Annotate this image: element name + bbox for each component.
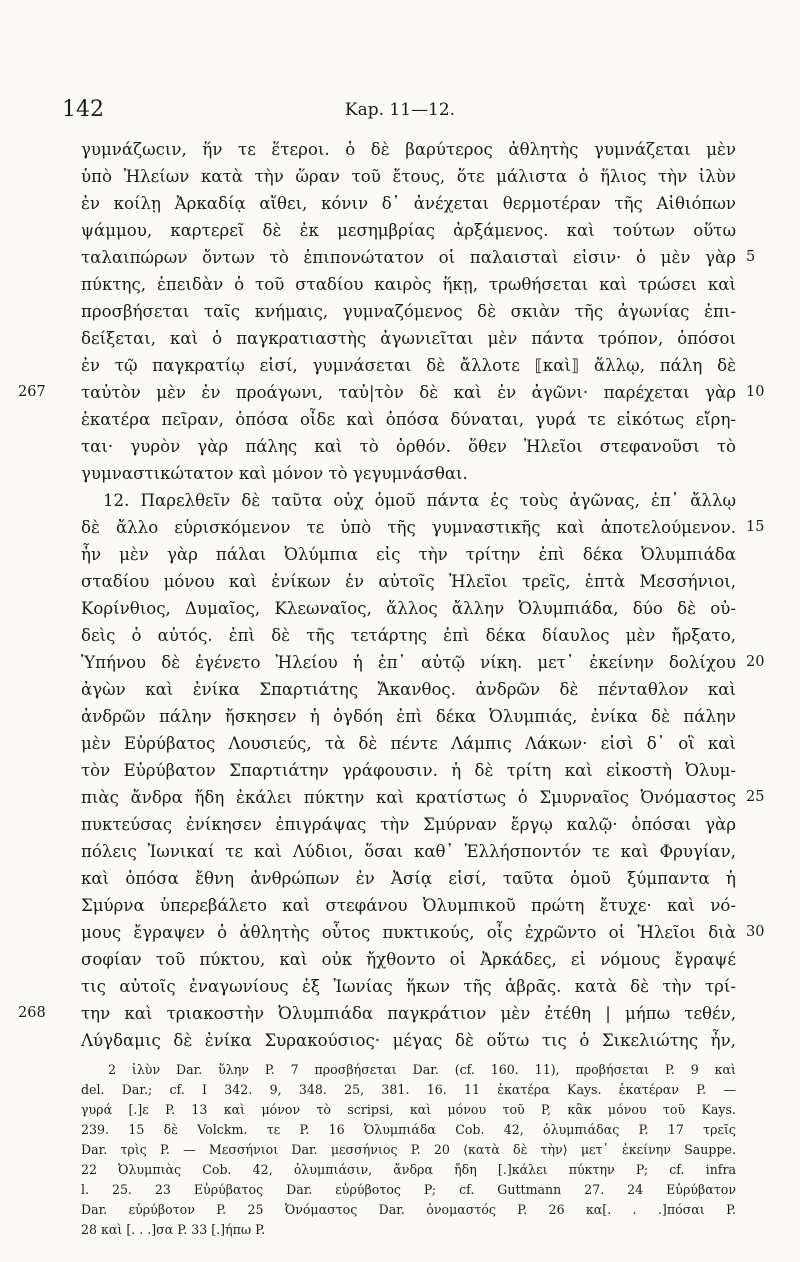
line-text: δείξεται, καὶ ὁ παγκρατιαστὴς ἀγωνιεῖται μὲν πάντα τρόπον, ὁπόσοι bbox=[81, 329, 736, 348]
line-text: 12. Παρελθεῖν δὲ ταῦτα οὐχ ὁμοῦ πάντα ἐς τοὺς ἀγῶνας, ἐπ᾽ ἄλλῳ bbox=[103, 491, 736, 510]
text-line bbox=[0, 244, 800, 271]
apparatus-line bbox=[0, 1200, 800, 1220]
text-line bbox=[0, 676, 800, 703]
apparatus-text: l. 25. 23 Εὐρύβατος Dar. εὐρύβοτος P; cf. Guttmann 27. 24 Εὐρύβατον bbox=[81, 1182, 736, 1197]
text-line bbox=[0, 568, 800, 595]
line-text: Λύγδαμις δὲ ἐνίκα Συρακούσιος· μέγας δὲ οὕτω τις ὁ Σικελιώτης ἦν, bbox=[81, 1031, 736, 1050]
line-text: σοφίαν τοῦ πύκτου, καὶ οὐκ ἤχθοντο οἱ Ἀρκάδες, εἰ νόμους ἔγραψέ bbox=[81, 950, 736, 969]
text-line bbox=[0, 622, 800, 649]
text-line bbox=[0, 136, 800, 163]
line-number: 15 bbox=[746, 519, 765, 535]
line-text: πύκτης, ἐπειδὰν ὁ τοῦ σταδίου καιρὸς ἥκῃ, τρωθήσεται καὶ τρώσει καὶ bbox=[81, 275, 736, 294]
text-line bbox=[0, 784, 800, 811]
text-line bbox=[0, 703, 800, 730]
apparatus-line bbox=[0, 1140, 800, 1160]
line-text: ἦν μὲν γὰρ πάλαι Ὀλύμπια εἰς τὴν τρίτην ἐπὶ δέκα Ὀλυμπιάδα bbox=[81, 545, 736, 564]
apparatus-text: γυρά [.]ε P. 13 καὶ μόνον τὸ scripsi, καὶ μόνου τοῦ P, κἂκ μόνου τοῦ Kays. bbox=[81, 1102, 736, 1117]
text-line bbox=[0, 1027, 800, 1054]
line-text: τις αὐτοῖς ἐναγωνίους ἐξ Ἰωνίας ἥκων τῆς ἁβρᾶς. κατὰ δὲ τὴν τρί- bbox=[81, 977, 736, 996]
margin-page-reference: 267 bbox=[18, 384, 46, 400]
line-text: σταδίου μόνου καὶ ἐνίκων ἐν αὐτοῖς Ἠλεῖοι τρεῖς, ἑπτὰ Μεσσήνιοι, bbox=[81, 572, 736, 591]
apparatus-line bbox=[0, 1220, 800, 1240]
apparatus-text: Dar. εὐρύβοτον P. 25 Ὀνόμαστος Dar. ὀνομαστός P. 26 κα[. . .]πόσαι P. bbox=[81, 1202, 736, 1217]
line-text: ταλαιπώρων ὄντων τὸ ἐπιπονώτατον οἱ παλαισταὶ εἰσιν· ὁ μὲν γὰρ bbox=[81, 248, 736, 267]
apparatus-text: 239. 15 δὲ Volckm. τε P. 16 Ὀλυμπιάδα Cob. 42, ὀλυμπιάδας P. 17 τρεῖς bbox=[81, 1122, 736, 1137]
text-line bbox=[0, 379, 800, 406]
line-number: 10 bbox=[746, 384, 765, 400]
apparatus-text: 22 Ὀλυμπιὰς Cob. 42, ὀλυμπιάσιν, ἄνδρα ἤδη [.]κάλει πύκτην P; cf. infra bbox=[81, 1162, 736, 1177]
text-line bbox=[0, 730, 800, 757]
text-line bbox=[0, 190, 800, 217]
line-text: ἐν τῷ παγκρατίῳ εἰσί, γυμνάσεται δὲ ἄλλοτε ⟦καὶ⟧ ἄλλῳ, πάλη δὲ bbox=[81, 356, 736, 375]
text-line bbox=[0, 838, 800, 865]
line-text: Σμύρνα ὑπερεβάλετο καὶ στεφάνου Ὀλυμπικοῦ πρώτη ἔτυχε· καὶ νό- bbox=[81, 896, 736, 915]
text-line bbox=[0, 892, 800, 919]
text-line bbox=[0, 514, 800, 541]
line-text: δεὶς ὁ αὐτός. ἐπὶ δὲ τῆς τετάρτης ἐπὶ δέκα δίαυλος μὲν ἤρξατο, bbox=[81, 626, 736, 645]
apparatus-text: Dar. τρὶς P. — Μεσσήνιοι Dar. μεσσήνιος P. 20 ⟨κατὰ δὲ τὴν⟩ μετ᾽ ἐκείνην Sauppe. bbox=[81, 1142, 736, 1157]
line-text: την καὶ τριακοστὴν Ὀλυμπιάδα παγκράτιον μὲν ἐτέθη | μήπω τεθέν, bbox=[81, 1004, 736, 1023]
line-text: ἐν κοίλῃ Ἀρκαδίᾳ αἴθει, κόνιν δ᾽ ἀνέχεται θερμοτέραν τῆς Αἰθιόπων bbox=[81, 194, 736, 213]
line-text: ἑκατέρα πεῖραν, ὁπόσα οἶδε καὶ ὁπόσα δύναται, γυρά τε εἰκότως εἴρη- bbox=[81, 410, 736, 429]
text-line bbox=[0, 919, 800, 946]
text-line bbox=[0, 757, 800, 784]
text-line bbox=[0, 946, 800, 973]
text-line bbox=[0, 649, 800, 676]
text-line bbox=[0, 406, 800, 433]
text-line bbox=[0, 298, 800, 325]
margin-page-reference: 268 bbox=[18, 1005, 46, 1021]
text-line bbox=[0, 487, 800, 514]
apparatus-line bbox=[0, 1120, 800, 1140]
text-line bbox=[0, 460, 800, 487]
line-text: καὶ ὁπόσα ἔθνη ἀνθρώπων ἐν Ἀσίᾳ εἰσί, ταῦτα ὁμοῦ ξύμπαντα ἡ bbox=[81, 869, 736, 888]
main-text bbox=[0, 136, 800, 1054]
text-line bbox=[0, 865, 800, 892]
line-text: ται· γυρὸν γὰρ πάλης καὶ τὸ ὀρθόν. ὅθεν Ἠλεῖοι στεφανοῦσι τὸ bbox=[81, 437, 736, 456]
text-line bbox=[0, 541, 800, 568]
line-text: πιὰς ἄνδρα ἤδη ἐκάλει πύκτην καὶ κρατίστως ὁ Σμυρναῖος Ὀνόμαστος bbox=[81, 788, 736, 807]
line-text: ἀνδρῶν πάλην ἤσκησεν ἡ ὀγδόη ἐπὶ δέκα Ὀλυμπιάς, ἐνίκα δὲ πάλην bbox=[81, 707, 736, 726]
text-line bbox=[0, 811, 800, 838]
line-text: ὑπὸ Ἠλείων κατὰ τὴν ὥραν τοῦ ἔτους, ὅτε μάλιστα ὁ ἥλιος τὴν ἰλὺν bbox=[81, 167, 736, 186]
line-text: τὸν Εὐρύβατον Σπαρτιάτην γράφουσιν. ἡ δὲ τρίτη καὶ εἰκοστὴ Ὀλυμ- bbox=[81, 761, 736, 780]
page-header bbox=[0, 95, 800, 125]
text-line bbox=[0, 271, 800, 298]
text-line bbox=[0, 595, 800, 622]
page-number: 142 bbox=[62, 97, 104, 122]
text-line bbox=[0, 973, 800, 1000]
line-text: γυμνάζωcιν, ἥν τε ἕτεροι. ὁ δὲ βαρύτερος ἀθλητὴς γυμνάζεται μὲν bbox=[81, 140, 736, 159]
text-line bbox=[0, 433, 800, 460]
line-text: ψάμμου, καρτερεῖ δὲ ἐκ μεσημβρίας ἀρξάμενος. καὶ τούτων οὕτω bbox=[81, 221, 736, 240]
running-head: Kap. 11—12. bbox=[344, 100, 456, 120]
line-text: ἀγὼν καὶ ἐνίκα Σπαρτιάτης Ἄκανθος. ἀνδρῶν δὲ πένταθλον καὶ bbox=[81, 680, 736, 699]
line-text: μους ἔγραψεν ὁ ἀθλητὴς οὗτος πυκτικούς, οἷς ἐχρῶντο οἱ Ἠλεῖοι διὰ bbox=[81, 923, 736, 942]
text-line bbox=[0, 1000, 800, 1027]
text-line bbox=[0, 163, 800, 190]
apparatus-line bbox=[0, 1100, 800, 1120]
line-text: Κορίνθιος, Δυμαῖος, Κλεωναῖος, ἄλλος ἄλλην Ὀλυμπιάδα, δύο δὲ οὐ- bbox=[81, 599, 736, 618]
line-text: πόλεις Ἰωνικαί τε καὶ Λύδιοι, ὅσαι καθ᾽ Ἑλλήσποντόν τε καὶ Φρυγίαν, bbox=[81, 842, 736, 861]
apparatus-text: 28 καὶ [. . .]σα P. 33 [.]ήπω P. bbox=[81, 1222, 266, 1237]
line-text: προσβήσεται ταῖς κνήμαις, γυμναζόμενος δὲ σκιὰν τῆς ἀγωνίας ἐπι- bbox=[81, 302, 736, 321]
line-text: ταὐτὸν μὲν ἐν προάγωνι, ταὐ|τὸν δὲ καὶ ἐν ἀγῶνι· παρέχεται γὰρ bbox=[81, 383, 736, 402]
line-number: 5 bbox=[746, 249, 756, 265]
line-text: γυμναστικώτατον καὶ μόνον τὸ γεγυμνάσθαι. bbox=[81, 464, 468, 483]
line-number: 25 bbox=[746, 789, 765, 805]
apparatus-line bbox=[0, 1180, 800, 1200]
text-line bbox=[0, 352, 800, 379]
text-line bbox=[0, 325, 800, 352]
apparatus-text: 2 ἰλὺν Dar. ὕλην P. 7 προσβήσεται Dar. (cf. 160. 11), προβήσεται P. 9 καὶ bbox=[108, 1062, 736, 1077]
apparatus-line bbox=[0, 1080, 800, 1100]
apparatus-text: del. Dar.; cf. I 342. 9, 348. 25, 381. 16. 11 ἑκατέρα Kays. ἑκατέραν P. — bbox=[81, 1082, 736, 1097]
text-line bbox=[0, 217, 800, 244]
critical-apparatus bbox=[0, 1060, 800, 1240]
line-text: δὲ ἄλλο εὑρισκόμενον τε ὑπὸ τῆς γυμναστικῆς καὶ ἀποτελούμενον. bbox=[81, 518, 736, 537]
line-number: 30 bbox=[746, 924, 765, 940]
line-text: μὲν Εὐρύβατος Λουσιεύς, τὰ δὲ πέντε Λάμπις Λάκων· εἰσὶ δ᾽ οἳ καὶ bbox=[81, 734, 736, 753]
line-number: 20 bbox=[746, 654, 765, 670]
line-text: πυκτεύσας ἐνίκησεν ἐπιγράψας τὴν Σμύρναν ἔργῳ καλῷ· ὁπόσαι γὰρ bbox=[81, 815, 736, 834]
apparatus-line bbox=[0, 1160, 800, 1180]
line-text: Ὑπήνου δὲ ἐγένετο Ἠλείου ἡ ἐπ᾽ αὐτῷ νίκη. μετ᾽ ἐκείνην δολίχου bbox=[81, 653, 736, 672]
apparatus-line bbox=[0, 1060, 800, 1080]
